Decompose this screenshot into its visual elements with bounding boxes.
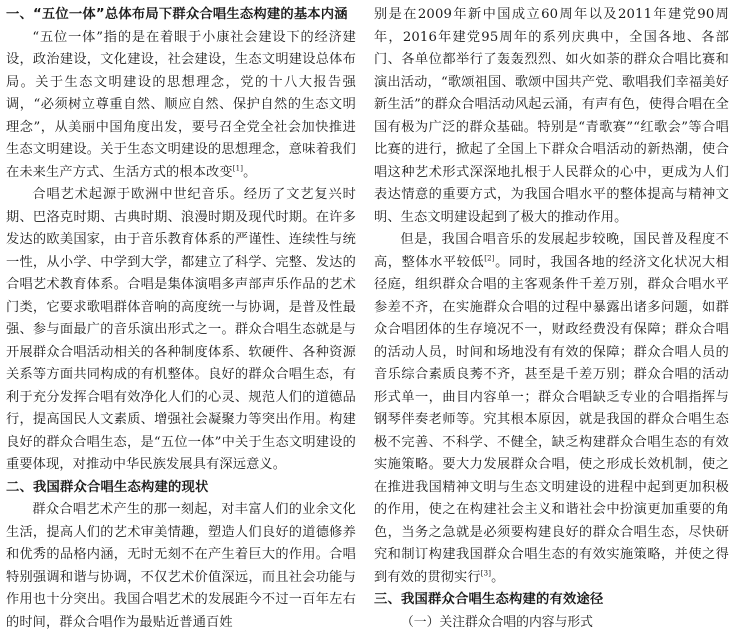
paragraph-text: 但是，我国合唱音乐的发展起步较晚，国民普及程度不高，整体水平较低: [374, 232, 729, 270]
paragraph-end: 。: [491, 570, 504, 585]
paragraph-end: 。: [243, 165, 256, 180]
citation-ref-2: [2]: [484, 254, 494, 262]
paragraph-current-status: 群众合唱艺术产生的那一刻起，对丰富人们的业余文化生活，提高人们的艺术审美情趣，塑造人们良好的道德修养和优秀的品格内涵，无时无刻不在产生着巨大的作用。合唱特别强调和谐与协调，不仅艺术价值深远，而且社会功能与作用也十分突出。我国合唱艺术的发展距今不过一百年左右的时间，群众合唱作为最贴近普通百姓: [6, 499, 356, 634]
section-heading-2: 二、我国群众合唱生态构建的现状: [6, 477, 356, 500]
right-column: [374, 4, 729, 592]
subsection-heading-1: （一）关注群众合唱的内容与形式: [374, 612, 729, 634]
paragraph-choral-origin: 合唱艺术起源于欧洲中世纪音乐。经历了文艺复兴时期、巴洛克时期、古典时期、浪漫时期及现代时期。在许多发达的欧美国家，由于音乐教育体系的严谨性、连续性与统一性，从小学、中学到大学，都建立了科学、完整、发达的合唱艺术教育体系。合唱是集体演唱多声部声乐作品的艺术门类，它要求歌唱群体音响的高度统一与协调，是普及性最强、参与面最广的音乐演出形式之一。群众合唱生态就是与开展群众合唱活动相关的各种制度体系、软硬件、各种资源关系等方面共同构成的有机整体。良好的群众合唱生态，有利于充分发挥合唱有效净化人们的心灵、规范人们的道德品行，提高国民人文素质、增强社会凝聚力等突出作用。构建良好的群众合唱生态，是“五位一体”中关于生态文明建设的重要体现，对推动中华民族发展具有深远意义。: [6, 184, 356, 477]
citation-ref-3: [3]: [481, 569, 491, 577]
paragraph-text: “五位一体”指的是在着眼于小康社会建设下的经济建设，政治建设，文化建设，社会建设，生态文明建设总体布局。关于生态文明建设的思想理念，党的十八大报告强调，“必须树立尊重自然、顺应自然、保护自然的生态文明理念”，从美丽中国角度出发，要号召全党全社会加快推进生态文明建设。关于生态文明建设的思想理念，意味着我们在未来生产方式、生活方式的根本改变: [6, 30, 356, 180]
section-heading-1: 一、“五位一体”总体布局下群众合唱生态构建的基本内涵: [6, 4, 356, 27]
section-heading-3: 三、我国群众合唱生态构建的有效途径: [374, 589, 729, 612]
citation-ref-1: [1]: [233, 164, 243, 172]
paragraph-continued: 别是在2009年新中国成立60周年以及2011年建党90周年，2016年建党95周年的系列庆典中，全国各地、各部门、各单位都举行了轰轰烈烈、如火如荼的群众合唱比赛和演出活动，“歌颂祖国、歌颂中国共产党、歌唱我们幸福美好新生活”的群众合唱活动风起云涌，有声有色，使得合唱在全国有极为广泛的群众基础。特别是“青歌赛”“红歌会”等合唱比赛的进行，掀起了全国上下群众合唱活动的新热潮，使合唱这种艺术形式深深地扎根于人民群众的心中，更成为人们表达情意的重要方式，为我国合唱水平的整体提高与精神文明、生态文明建设起到了极大的推动作用。: [374, 4, 729, 229]
paragraph-five-in-one: [6, 27, 356, 185]
paragraph-text: 。同时，我国各地的经济文化状况大相径庭，组织群众合唱的主客观条件千差万别，群众合唱水平参差不齐，在实施群众合唱的过程中暴露出诸多问题，如群众合唱团体的生存境况不一，财政经费没有保障；群众合唱的活动人员，时间和场地没有有效的保障；群众合唱人员的音乐综合素质良莠不齐，甚至是千差万别；群众合唱的活动形式单一，曲目内容单一；群众合唱缺乏专业的合唱指挥与钢琴伴奏老师等。究其根本原因，就是我国的群众合唱生态极不完善、不科学、不健全，缺乏构建群众合唱生态的有效实施策略。要大力发展群众合唱，使之形成长效机制，使之在推进我国精神文明与生态文明建设的进程中起到更加积极的作用，使之在构建社会主义和谐社会中扮演更加重要的角色，当务之急就是必须要构建良好的群众合唱生态，尽快研究和制订构建我国群众合唱生态的有效实施策略，并使之得到有效的贯彻实行: [374, 255, 729, 585]
left-column: [6, 4, 356, 592]
paragraph-problems: [374, 229, 729, 589]
